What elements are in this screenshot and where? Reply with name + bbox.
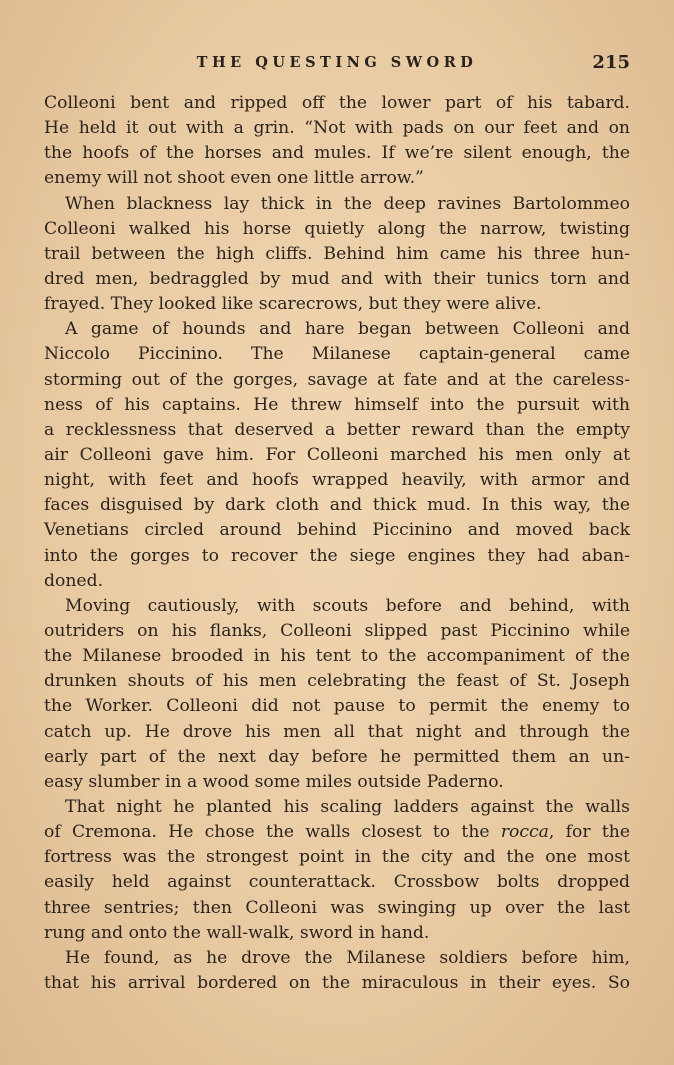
text-line: ness of his captains. He threw himself into the pursuit with <box>44 394 630 415</box>
text-line: Niccolo Piccinino. The Milanese captain-general came <box>44 344 630 365</box>
paragraph-1 <box>44 91 630 192</box>
text-line: fortress was the strongest point in the city and the one most <box>44 847 630 868</box>
text-line: storming out of the gorges, savage at fate and at the careless- <box>44 369 630 390</box>
text-line: that his arrival bordered on the miraculous in their eyes. So <box>44 972 630 993</box>
text-line: catch up. He drove his men all that night and through the <box>44 721 630 742</box>
text-line: doned. <box>44 570 104 591</box>
text-line: air Colleoni gave him. For Colleoni marched his men only at <box>44 444 630 465</box>
text-line: into the gorges to recover the siege engines they had aban- <box>44 545 630 566</box>
text-line: enemy will not shoot even one little arrow.” <box>44 168 424 189</box>
text-line-with-italic <box>44 820 630 845</box>
text-line: trail between the high cliffs. Behind him came his three hun- <box>44 243 630 264</box>
text-line: dred men, bedraggled by mud and with their tunics torn and <box>44 268 630 289</box>
text-line: easily held against counterattack. Crossbow bolts dropped <box>44 872 630 893</box>
italic-word: rocca <box>500 822 549 843</box>
text-line: drunken shouts of his men celebrating the feast of St. Joseph <box>44 671 630 692</box>
text-line: A game of hounds and hare began between Colleoni and <box>65 319 630 340</box>
text-line: three sentries; then Colleoni was swinging up over the last <box>44 897 630 918</box>
text-line: faces disguised by dark cloth and thick mud. In this way, the <box>44 495 630 516</box>
text-line: When blackness lay thick in the deep ravines Bartolommeo <box>65 193 630 214</box>
text-line: night, with feet and hoofs wrapped heavily, with armor and <box>44 470 630 491</box>
body-text <box>44 91 630 996</box>
paragraph-6 <box>44 946 630 996</box>
text-line: a recklessness that deserved a better reward than the empty <box>44 419 630 440</box>
paragraph-2 <box>44 192 630 318</box>
text-line: He held it out with a grin. “Not with pads on our feet and on <box>44 118 630 139</box>
text-line: the Worker. Colleoni did not pause to permit the enemy to <box>44 696 630 717</box>
text-line: rung and onto the wall-walk, sword in hand. <box>44 922 430 943</box>
text-segment: of Cremona. He chose the walls closest to the <box>44 822 501 843</box>
text-line: the hoofs of the horses and mules. If we’re silent enough, the <box>44 143 630 164</box>
paragraph-5 <box>44 795 630 946</box>
page-number: 215 <box>592 52 630 73</box>
text-line: Moving cautiously, with scouts before and behind, with <box>65 595 630 616</box>
text-line: That night he planted his scaling ladders against the walls <box>65 796 630 817</box>
text-line: easy slumber in a wood some miles outside Paderno. <box>44 771 504 792</box>
text-line: He found, as he drove the Milanese soldiers before him, <box>65 947 630 968</box>
text-line: outriders on his flanks, Colleoni slipped past Piccinino while <box>44 620 630 641</box>
text-line: early part of the next day before he permitted them an un- <box>44 746 630 767</box>
text-line: Colleoni walked his horse quietly along the narrow, twisting <box>44 218 630 239</box>
text-segment: , for the <box>548 822 630 843</box>
text-line: Colleoni bent and ripped off the lower part of his tabard. <box>44 93 630 113</box>
page-header <box>44 54 630 82</box>
text-line: Venetians circled around behind Piccinino and moved back <box>44 520 630 541</box>
paragraph-4 <box>44 594 630 795</box>
paragraph-3 <box>44 317 630 594</box>
text-line: frayed. They looked like scarecrows, but they were alive. <box>44 294 542 315</box>
text-line: the Milanese brooded in his tent to the accompaniment of the <box>44 646 630 667</box>
running-head: THE QUESTING SWORD <box>196 54 478 71</box>
